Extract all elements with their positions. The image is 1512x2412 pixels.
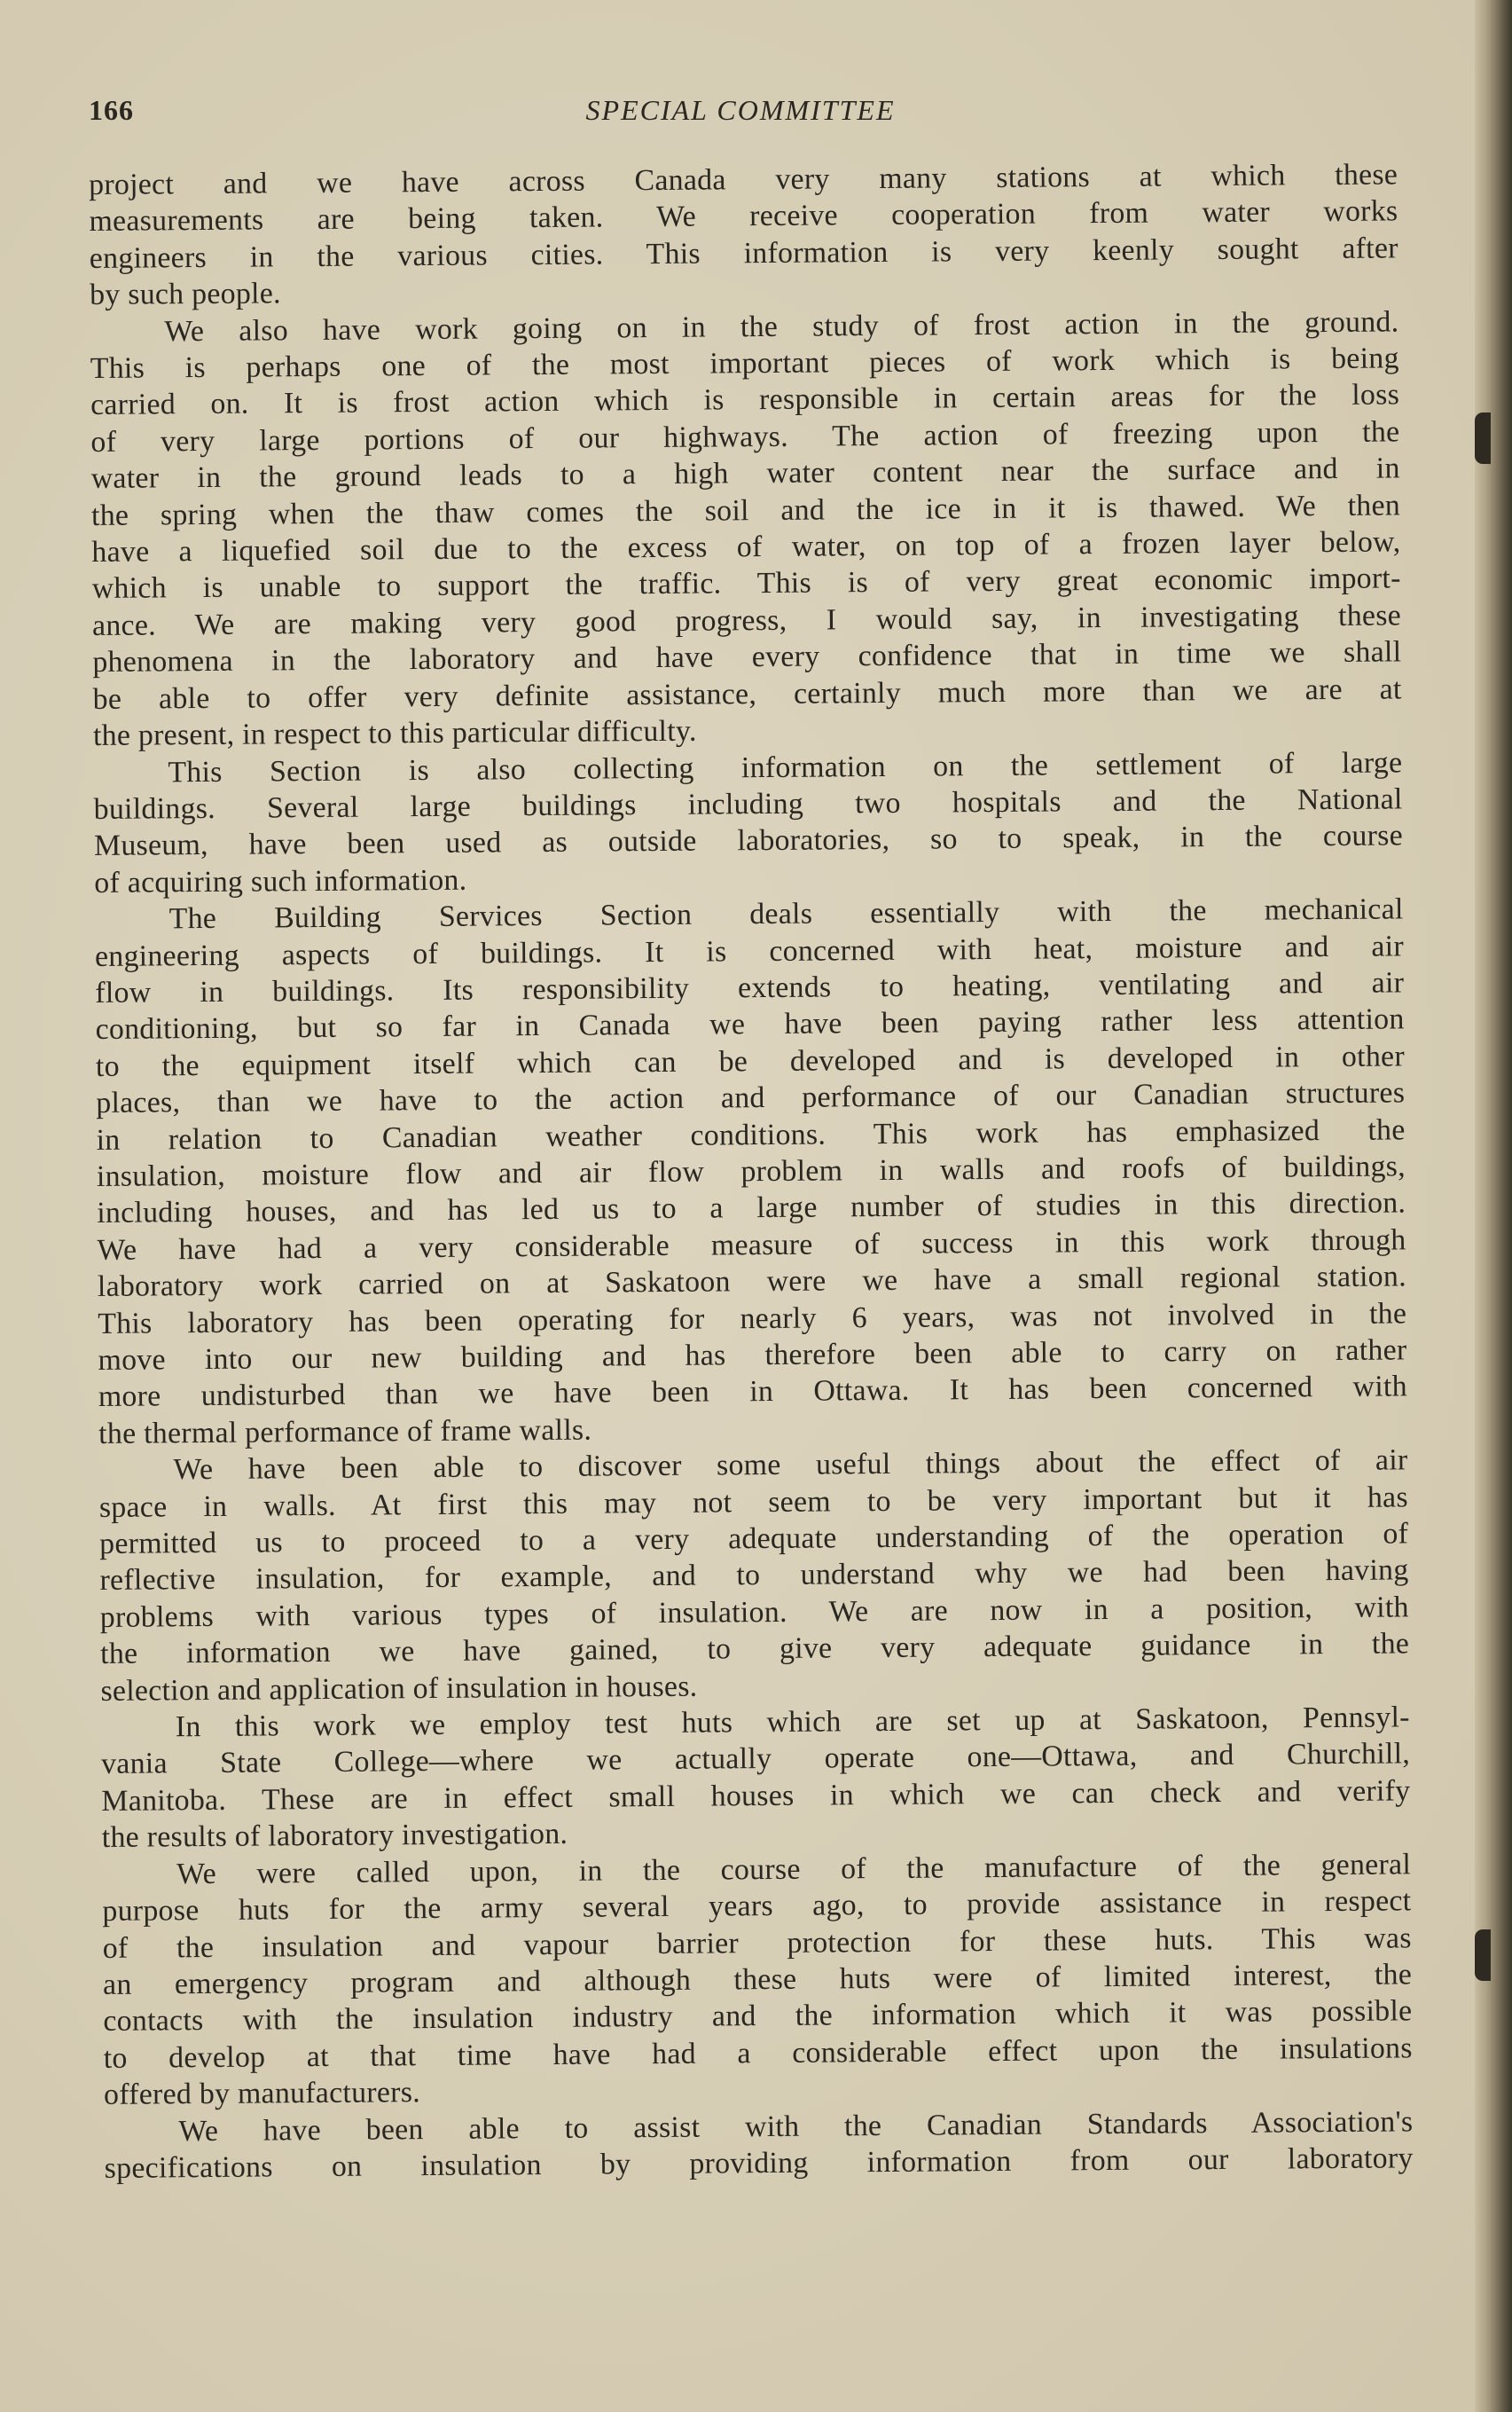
text-line: laboratory work carried on at Saskatoon were we have a small regional station. xyxy=(97,1260,1407,1304)
text-line: more undisturbed than we have been in Ottawa. It has been concerned with xyxy=(98,1370,1407,1414)
text-line: by such people. xyxy=(89,277,281,312)
binding-clip xyxy=(1475,1929,1491,1981)
text-line: purpose huts for the army several years ago, to provide assistance in respect xyxy=(102,1884,1412,1929)
text-line: In this work we employ test huts which are set up at Saskatoon, Pennsyl- xyxy=(175,1701,1410,1744)
text-line: selection and application of insulation in houses. xyxy=(100,1670,698,1708)
text-line: space in walls. At first this may not seem to be very important but it has xyxy=(98,1480,1408,1524)
text-line: conditioning, but so far in Canada we have been paying rather less attention xyxy=(95,1002,1405,1047)
text-line: the thermal performance of frame walls. xyxy=(98,1413,592,1450)
running-head: SPECIAL COMMITTEE xyxy=(585,94,896,126)
text-line: We were called upon, in the course of the manufacture of the general xyxy=(176,1848,1412,1890)
text-line: move into our new building and has therefore been able to carry on rather xyxy=(98,1333,1407,1377)
paragraph xyxy=(102,1846,1413,2113)
text-line: of acquiring such information. xyxy=(94,863,467,900)
text-line: specifications on insulation by providing information from our laboratory xyxy=(104,2141,1414,2185)
text-line: We have been able to assist with the Canadian Standards Association's xyxy=(178,2104,1414,2148)
text-line: in relation to Canadian weather conditions. This work has emphasized the xyxy=(96,1112,1406,1157)
text-line: the results of laboratory investigation. xyxy=(101,1818,568,1855)
text-line: Manitoba. These are in effect small houses in which we can check and verify xyxy=(101,1774,1411,1818)
binding-clip xyxy=(1475,412,1491,464)
text-line: ance. We are making very good progress, I would say, in investigating these xyxy=(91,599,1402,642)
text-line: The Building Services Section deals essentially with the mechanical xyxy=(168,892,1404,936)
text-line: carried on. It is frost action which is responsible in certain areas for the loss xyxy=(90,378,1400,422)
text-line: an emergency program and although these huts were of limited interest, the xyxy=(102,1958,1413,2001)
text-line: to develop at that time have had a considerable effect upon the insulations xyxy=(103,2031,1413,2075)
text-line: flow in buildings. Its responsibility extends to heating, ventilating and air xyxy=(95,966,1405,1010)
text-line: contacts with the insulation industry and the information which it was possible xyxy=(103,1994,1413,2039)
paragraph xyxy=(95,892,1408,1453)
text-line: reflective insulation, for example, and to understand why we had been having xyxy=(99,1553,1409,1598)
paragraph xyxy=(93,744,1403,901)
text-line: problems with various types of insulation. We are now in a position, with xyxy=(99,1591,1409,1634)
text-line: including houses, and has led us to a large number of studies in this direction. xyxy=(97,1186,1406,1230)
text-line: offered by manufacturers. xyxy=(103,2076,421,2112)
text-line: This laboratory has been operating for nearly 6 years, was not involved in the xyxy=(98,1296,1407,1340)
text-line: to the equipment itself which can be developed and is developed in other xyxy=(95,1040,1406,1083)
text-line: Museum, have been used as outside laboratories, so to speak, in the course xyxy=(93,819,1404,863)
paragraph xyxy=(104,2103,1414,2187)
text-line: We have had a very considerable measure of success in this work through xyxy=(97,1223,1406,1267)
text-line: water in the ground leads to a high water content near the surface and in xyxy=(90,452,1400,496)
text-line: engineering aspects of buildings. It is concerned with heat, moisture and air xyxy=(94,929,1405,973)
text-line: the spring when the thaw comes the soil and the ice in it is thawed. We then xyxy=(90,489,1401,532)
text-line: phenomena in the laboratory and have every confidence that in time we shall xyxy=(92,635,1402,680)
paragraph xyxy=(90,303,1402,754)
paragraph xyxy=(98,1442,1409,1709)
text-line: of the insulation and vapour barrier protection for these huts. This was xyxy=(102,1921,1412,1965)
text-line: insulation, moisture flow and air flow problem in walls and roofs of buildings, xyxy=(96,1150,1406,1193)
text-line: engineers in the various cities. This information is very keenly sought after xyxy=(89,232,1398,275)
text-line: of very large portions of our highways. The action of freezing upon the xyxy=(90,415,1400,459)
text-line: vania State College—where we actually operate one—Ottawa, and Churchill, xyxy=(100,1737,1411,1781)
paragraph xyxy=(89,156,1398,313)
text-line: have a liquefied soil due to the excess of water, on top of a frozen layer below, xyxy=(91,525,1401,570)
text-line: We also have work going on in the study of frost action in the ground. xyxy=(164,305,1399,348)
text-line: We have been able to discover some useful things about the effect of air xyxy=(173,1443,1408,1487)
text-line: measurements are being taken. We receive cooperation from water works xyxy=(89,194,1398,239)
text-line: permitted us to proceed to a very adequate understanding of the operation of xyxy=(99,1517,1409,1560)
text-line: places, than we have to the action and performance of our Canadian structures xyxy=(96,1076,1406,1120)
text-line: the present, in respect to this particular difficulty. xyxy=(92,714,697,753)
text-line: the information we have gained, to give very adequate guidance in the xyxy=(100,1627,1410,1671)
paragraph xyxy=(101,1699,1411,1856)
text-line: project and we have across Canada very many stations at which these xyxy=(89,158,1398,201)
text-line: which is unable to support the traffic. This is of very great economic import- xyxy=(91,562,1401,606)
text-line: This is perhaps one of the most important pieces of work which is being xyxy=(90,342,1399,386)
body-text xyxy=(89,156,1414,2187)
page-header xyxy=(89,94,1392,133)
text-line: be able to offer very definite assistance, certainly much more than we are at xyxy=(92,672,1402,716)
text-line: This Section is also collecting information on the settlement of large xyxy=(168,745,1403,789)
book-spine-edge xyxy=(1475,0,1512,2412)
page-number: 166 xyxy=(89,94,134,126)
text-line: buildings. Several large buildings including two hospitals and the National xyxy=(93,782,1403,826)
